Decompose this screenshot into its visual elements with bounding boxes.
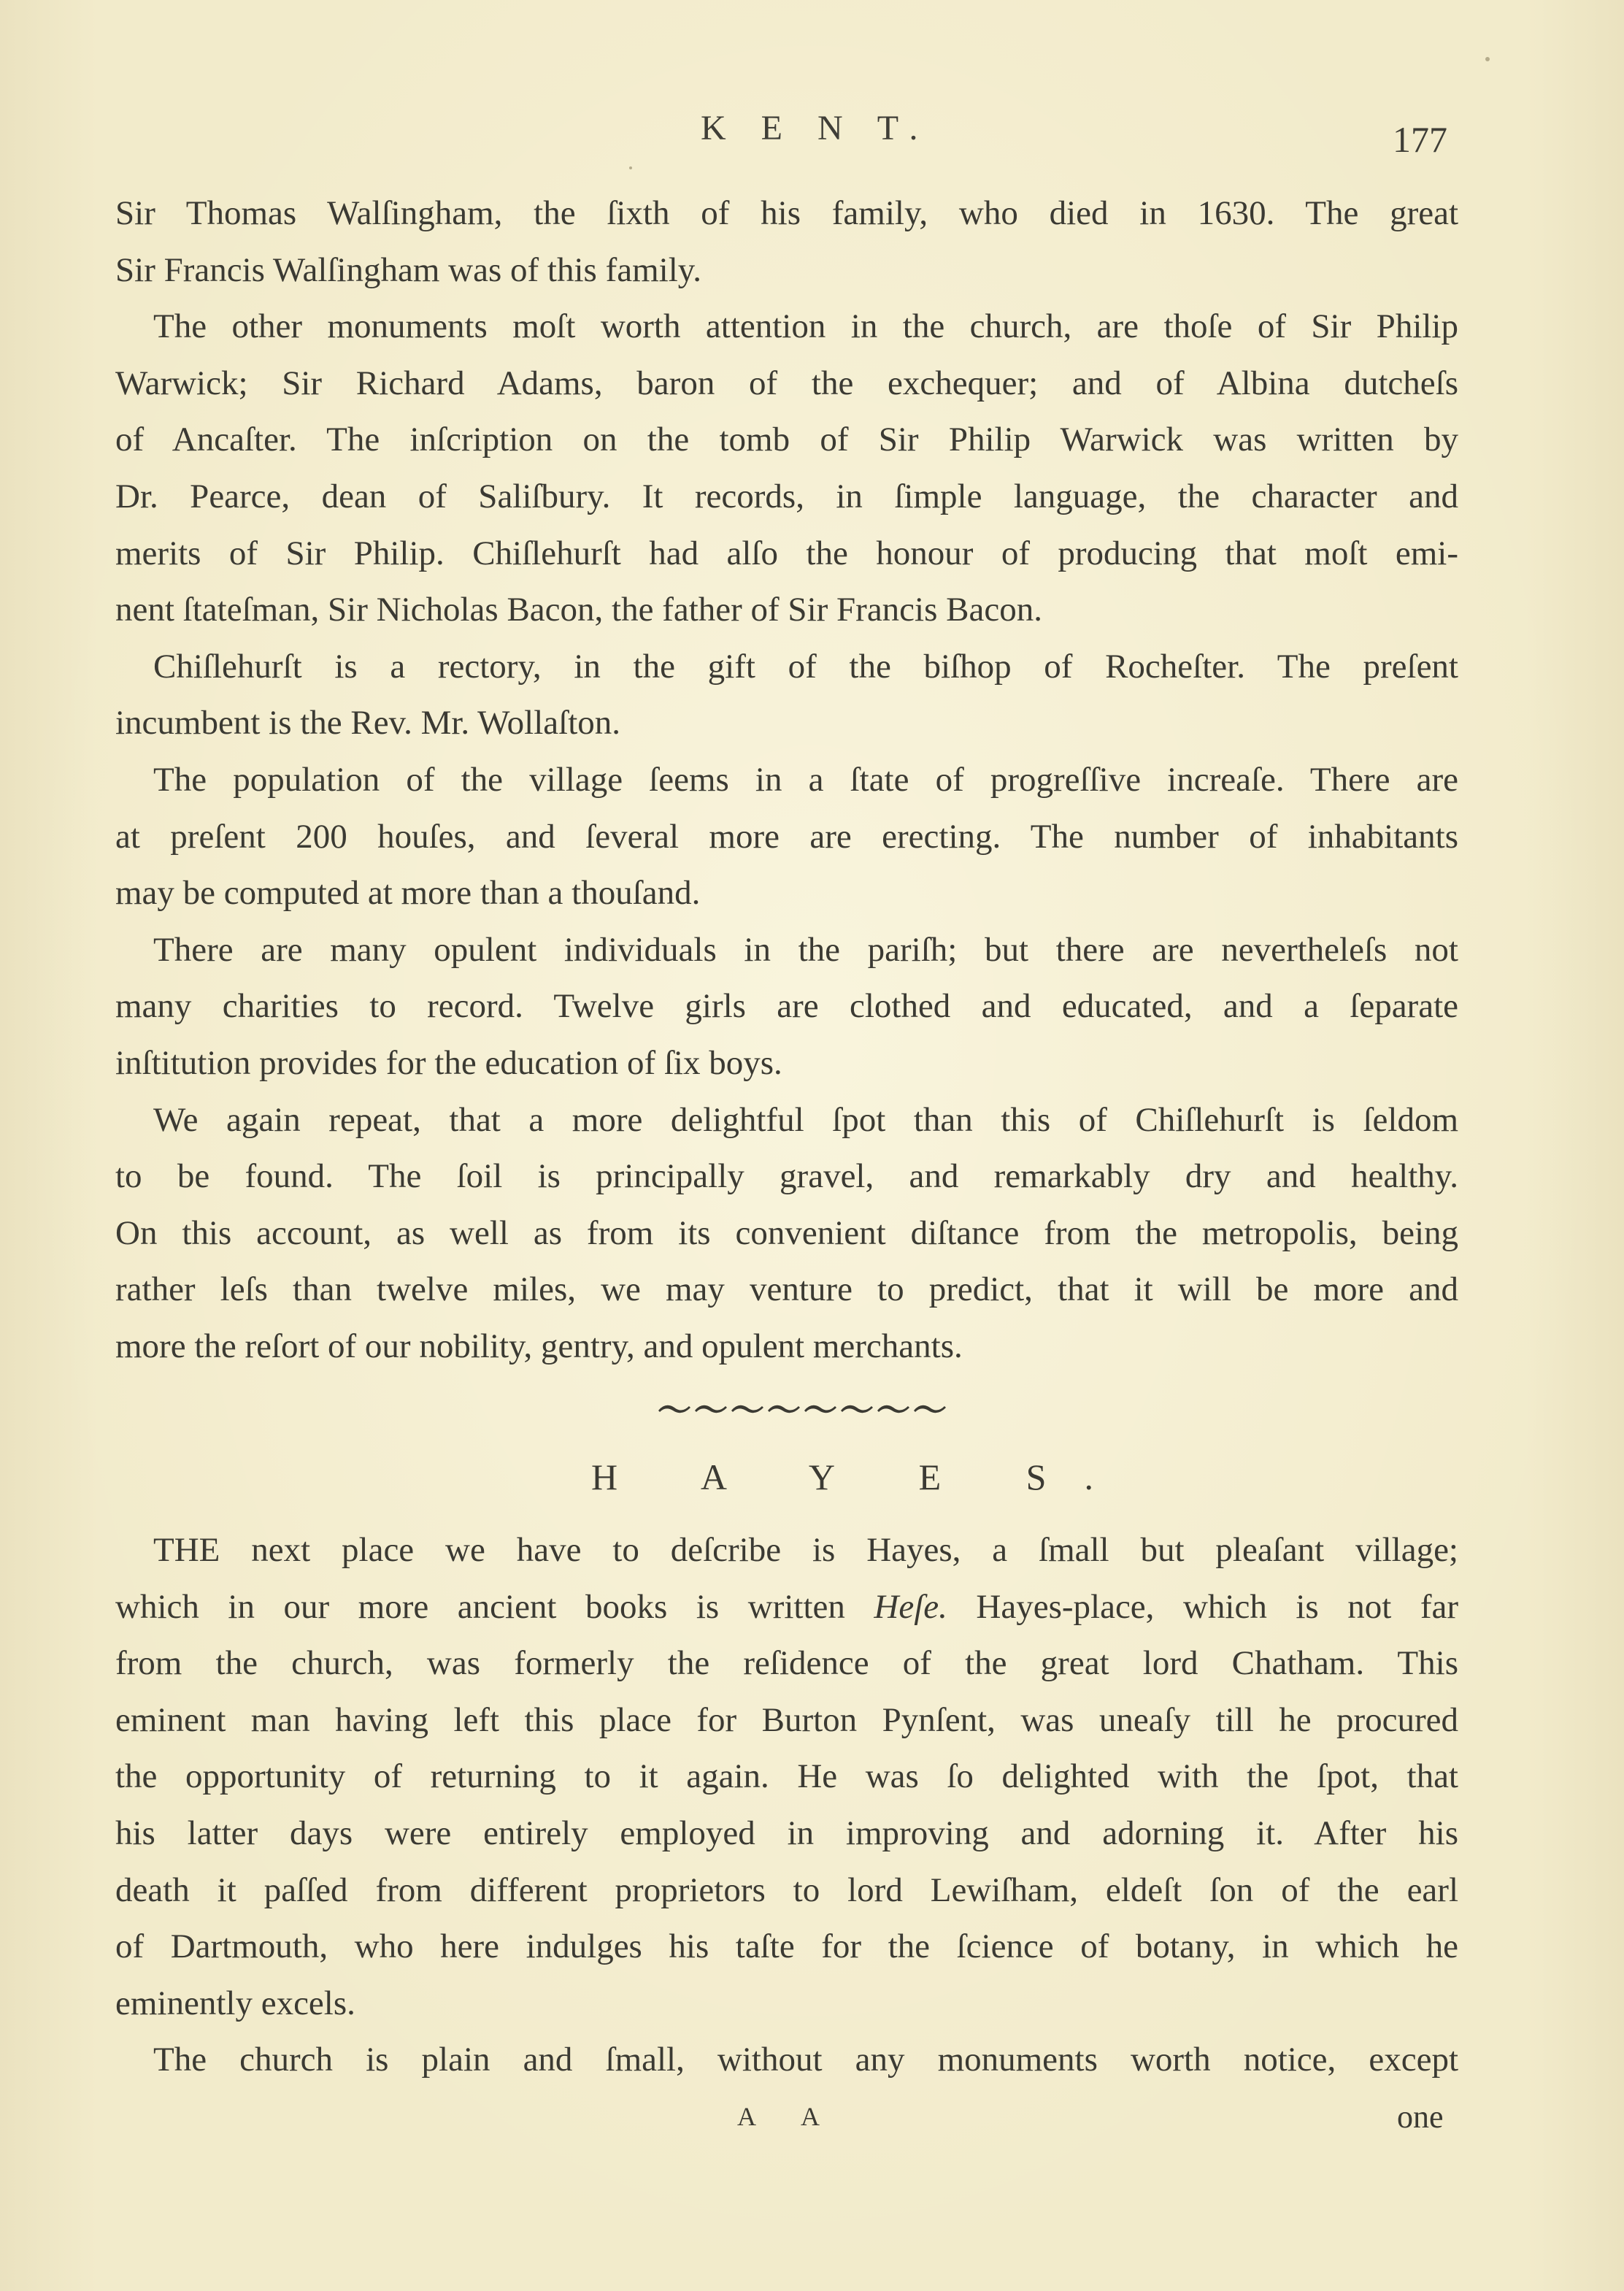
text-line: inſtitution provides for the education of ſix boys. — [115, 1043, 782, 1082]
italic-word-hese: Heſe. — [874, 1587, 947, 1626]
text-line: nent ſtateſman, Sir Nicholas Bacon, the father of Sir Francis Bacon. — [115, 591, 1042, 629]
text-line: Dr. Pearce, dean of Saliſbury. It records, in ſimple language, the character and — [115, 477, 1458, 515]
text-line: his latter days were entirely employed in improving and adorning it. After his — [115, 1814, 1458, 1852]
ornamental-divider — [655, 1397, 947, 1419]
section-heading-hayes: H A Y E S. — [591, 1457, 1131, 1497]
running-head — [0, 108, 1624, 159]
text-line: from the church, was formerly the reſidence of the great lord Chatham. This — [115, 1644, 1458, 1683]
text-line: at preſent 200 houſes, and ſeveral more are erecting. The number of inhabitants — [115, 817, 1458, 856]
text-fragment: which in our more ancient books is written — [115, 1587, 874, 1626]
text-line: The population of the village ſeems in a ſtate of progreſſive increaſe. There are — [153, 760, 1458, 799]
text-line: incumbent is the Rev. Mr. Wollaſton. — [115, 704, 621, 742]
text-line: There are many opulent individuals in the pariſh; but there are nevertheleſs not — [153, 930, 1458, 969]
section-chislehurst-text — [115, 185, 1458, 1375]
text-line: We again repeat, that a more delightful ſpot than this of Chiſlehurſt is ſeldom — [153, 1100, 1458, 1139]
text-line: THE next place we have to deſcribe is Hayes, a ſmall but pleaſant village; — [153, 1531, 1458, 1569]
text-line: many charities to record. Twelve girls are clothed and educated, and a ſeparate — [115, 987, 1458, 1026]
text-line: Chiſlehurſt is a rectory, in the gift of the biſhop of Rocheſter. The preſent — [153, 647, 1458, 686]
text-line: may be computed at more than a thouſand. — [115, 874, 701, 913]
printer-signature-mark: A A — [737, 2102, 841, 2131]
text-line: of Ancaſter. The inſcription on the tomb of Sir Philip Warwick was written by — [115, 421, 1458, 459]
section-hayes-text — [115, 1522, 1458, 2089]
text-line: rather leſs than twelve miles, we may venture to predict, that it will be more and — [115, 1270, 1458, 1309]
text-line — [115, 1579, 1458, 1636]
text-line: The church is plain and ſmall, without any monuments worth notice, except — [153, 2041, 1458, 2079]
text-line: merits of Sir Philip. Chiſlehurſt had alſo the honour of producing that moſt emi- — [115, 534, 1458, 572]
text-line: eminent man having left this place for Burton Pynſent, was uneaſy till he procured — [115, 1700, 1458, 1739]
text-line: Warwick; Sir Richard Adams, baron of the exchequer; and of Albina dutcheſs — [115, 364, 1458, 402]
text-line: eminently excels. — [115, 1984, 355, 2022]
text-line: Sir Thomas Walſingham, the ſixth of his family, who died in 1630. The great — [115, 194, 1458, 232]
text-line: of Dartmouth, who here indulges his taſte for the ſcience of botany, in which he — [115, 1927, 1458, 1966]
text-line: to be found. The ſoil is principally gravel, and remarkably dry and healthy. — [115, 1157, 1458, 1196]
text-line: death it paſſed from different proprietors to lord Lewiſham, eldeſt ſon of the earl — [115, 1870, 1458, 1909]
paper-speck — [629, 166, 632, 169]
text-line: The other monuments moſt worth attention in the church, are thoſe of Sir Philip — [153, 307, 1458, 346]
paper-speck — [1485, 57, 1490, 61]
page-number: 177 — [1393, 119, 1447, 160]
text-line: On this account, as well as from its convenient diſtance from the metropolis, being — [115, 1213, 1458, 1252]
catchword: one — [1397, 2099, 1444, 2135]
text-line: Sir Francis Walſingham was of this family. — [115, 250, 701, 289]
text-line: more the reſort of our nobility, gentry, and opulent merchants. — [115, 1327, 963, 1365]
running-title: K E N T. — [701, 109, 931, 147]
text-line: the opportunity of returning to it again. He was ſo delighted with the ſpot, that — [115, 1757, 1458, 1796]
text-fragment: Hayes-place, which is not far — [947, 1587, 1458, 1626]
